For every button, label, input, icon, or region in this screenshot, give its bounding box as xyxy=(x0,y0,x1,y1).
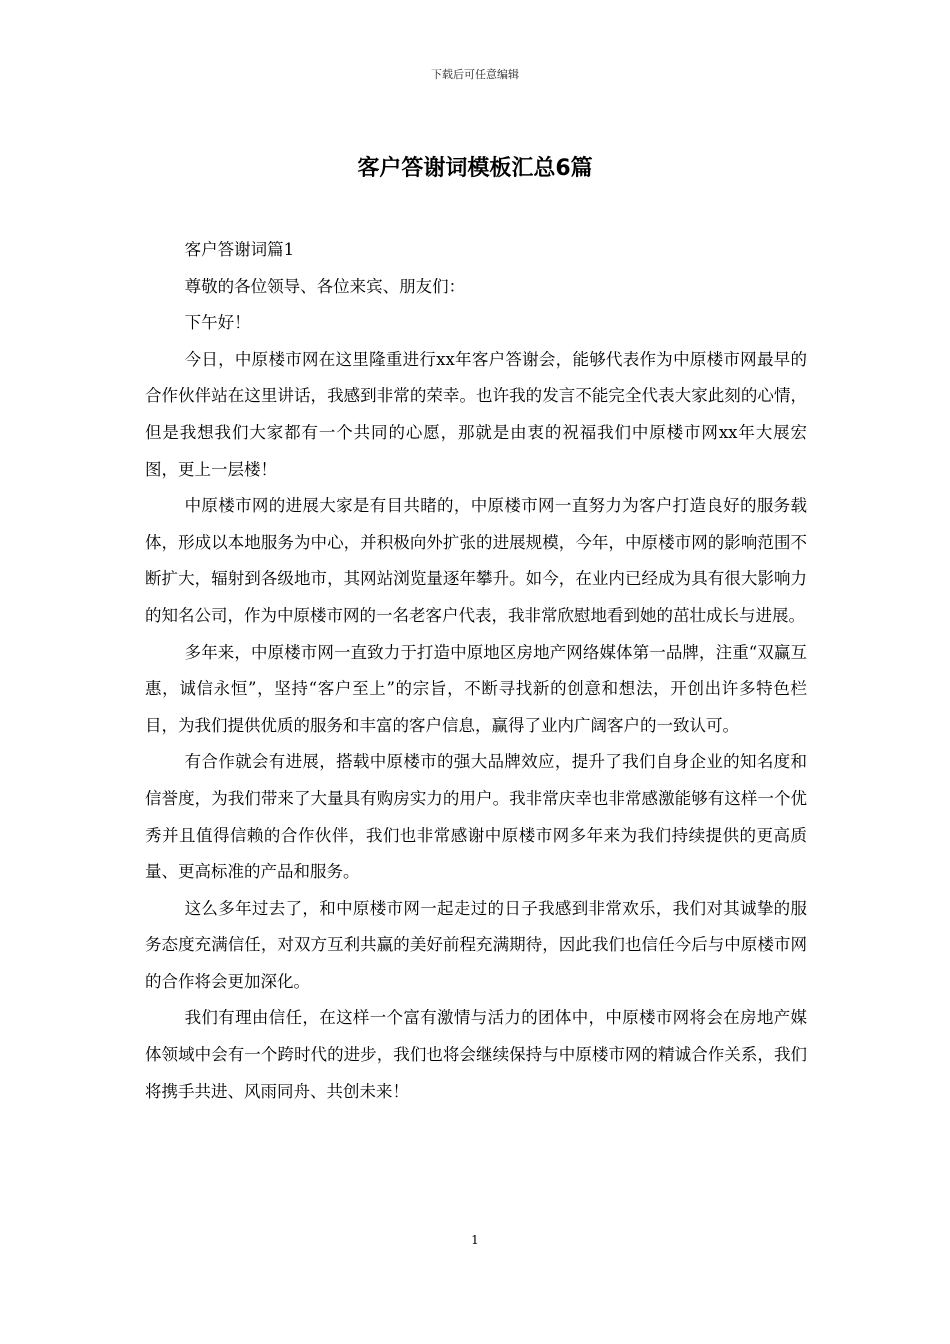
salutation: 尊敬的各位领导、各位来宾、朋友们： xyxy=(184,276,466,296)
greeting: 下午好！ xyxy=(184,313,251,333)
body-paragraph: 有合作就会有进展，搭载中原楼市的强大品牌效应，提升了我们自身企业的知名度和信誉度，为我们带来了大量具有购房实力的用户。我非常庆幸也非常感激能够有这样一个优秀并且值得信赖的合作伙伴，我们也非常感谢中原楼市网多年来为我们持续提供的更高质量、更高标准的产品和服务。 xyxy=(145,752,807,882)
body-paragraph: 我们有理由信任，在这样一个富有激情与活力的团体中，中原楼市网将会在房地产媒体领域中会有一个跨时代的进步，我们也将会继续保持与中原楼市网的精诚合作关系，我们将携手共进、风雨同舟、共创未来！ xyxy=(145,1008,807,1101)
section-heading: 客户答谢词篇1 xyxy=(184,240,295,259)
page-number: 1 xyxy=(471,1233,479,1247)
body-paragraph: 中原楼市网的进展大家是有目共睹的，中原楼市网一直努力为客户打造良好的服务载体，形成以本地服务为中心，并积极向外扩张的进展规模，今年，中原楼市网的影响范围不断扩大，辐射到各级地市，其网站浏览量逐年攀升。如今，在业内已经成为具有很大影响力的知名公司，作为中原楼市网的一名老客户代表，我非常欣慰地看到她的茁壮成长与进展。 xyxy=(145,496,807,625)
body-paragraph: 多年来，中原楼市网一直致力于打造中原地区房地产网络媒体第一品牌，注重“双赢互惠，诚信永恒”，坚持“客户至上”的宗旨，不断寻找新的创意和想法，开创出许多特色栏目，为我们提供优质的服务和丰富的客户信息，赢得了业内广阔客户的一致认可。 xyxy=(145,642,807,735)
header-note: 下载后可任意编辑 xyxy=(431,68,519,81)
document-title: 客户答谢词模板汇总6篇 xyxy=(357,156,593,181)
document-body xyxy=(145,232,807,1110)
body-paragraph: 这么多年过去了，和中原楼市网一起走过的日子我感到非常欢乐，我们对其诚挚的服务态度充满信任，对双方互利共赢的美好前程充满期待，因此我们也信任今后与中原楼市网的合作将会更加深化。 xyxy=(145,898,807,991)
body-paragraph: 今日，中原楼市网在这里隆重进行xx年客户答谢会，能够代表作为中原楼市网最早的合作伙伴站在这里讲话，我感到非常的荣幸。也许我的发言不能完全代表大家此刻的心情，但是我想我们大家都有一个共同的心愿，那就是由衷的祝福我们中原楼市网xx年大展宏图，更上一层楼！ xyxy=(145,349,807,479)
